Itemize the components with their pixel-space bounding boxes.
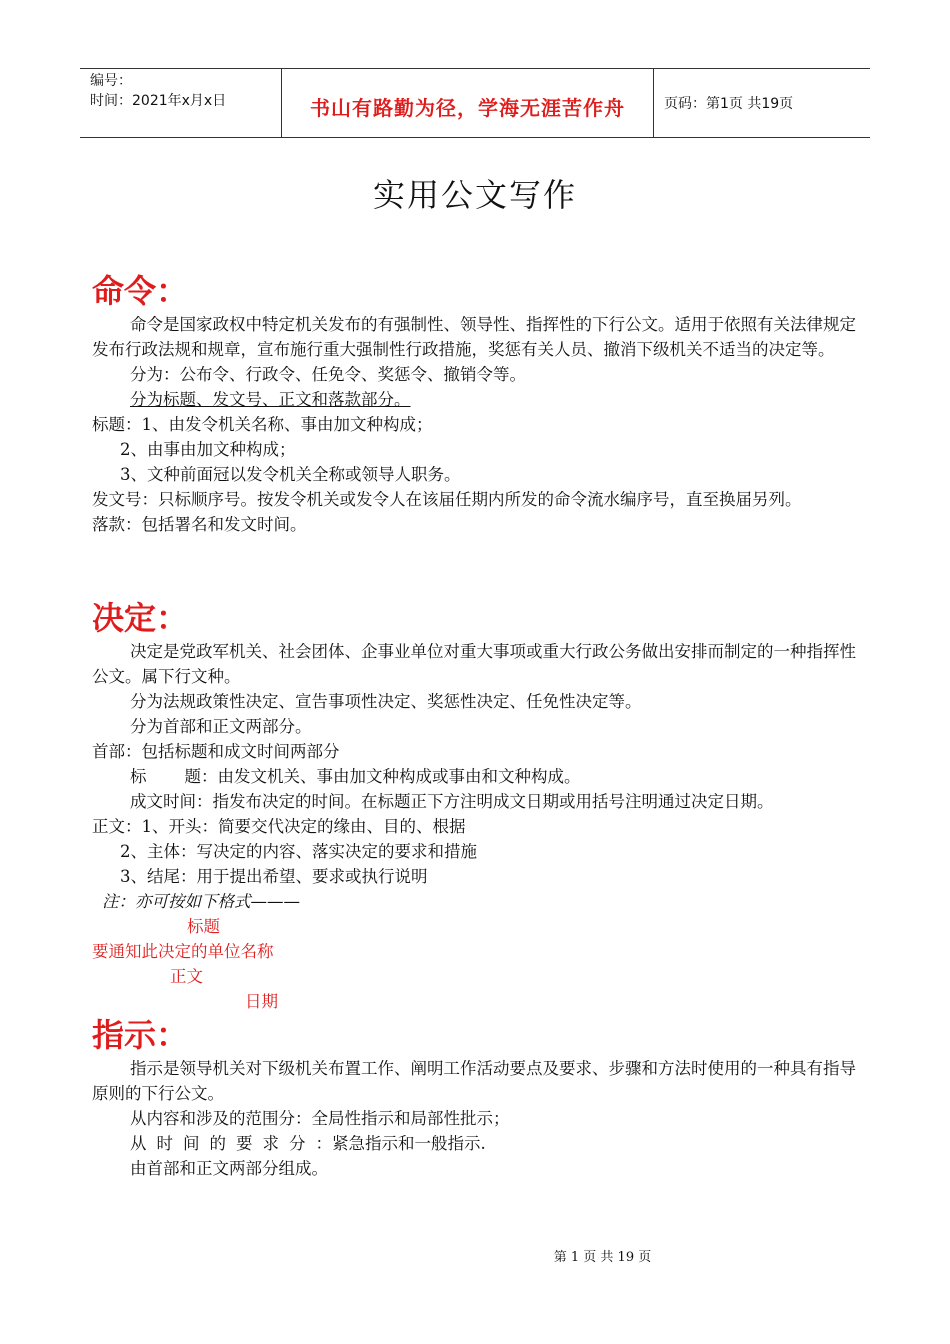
time-label: 时间：2021年x月x日 <box>90 93 227 109</box>
format-note: 注：亦可按如下格式——— <box>102 892 300 911</box>
paragraph <box>92 764 872 789</box>
paragraph: 从内容和涉及的范围分：全局性指示和局部性批示； <box>130 1109 510 1128</box>
spread-text: 从时间的要求分 <box>130 1134 316 1153</box>
label-rest: 题：由发文机关、事由加文种构成或事由和文种构成。 <box>184 767 581 786</box>
document-body <box>92 270 872 1181</box>
format-body: 正文 <box>170 967 203 986</box>
page-title: 实用公文写作 <box>372 176 577 214</box>
underlined-text: 分为标题、发文号、正文和落款部分。 <box>130 390 411 409</box>
document-header <box>80 68 870 138</box>
header-page-info: 页码：第1页 共19页 <box>664 96 794 112</box>
paragraph: 决定是党政军机关、社会团体、企事业单位对重大事项或重大行政公务做出安排而制定的一种指挥性公文。属下行文种。 <box>92 642 856 686</box>
paragraph: 标题：1、由发令机关名称、事由加文种构成； <box>92 415 433 434</box>
paragraph <box>92 387 872 412</box>
header-motto: 书山有路勤为径，学海无涯苦作舟 <box>282 69 654 137</box>
section-heading-decision: 决定： <box>92 599 189 637</box>
format-date: 日期 <box>245 992 278 1011</box>
paragraph <box>92 1131 872 1156</box>
paragraph: 分为首部和正文两部分。 <box>130 717 312 736</box>
paragraph: 分为法规政策性决定、宣告事项性决定、奖惩性决定、任免性决定等。 <box>130 692 642 711</box>
paragraph: 3、结尾：用于提出希望、要求或执行说明 <box>120 867 428 886</box>
paragraph-rest: ：紧急指示和一般指示. <box>315 1134 486 1153</box>
paragraph: 2、主体：写决定的内容、落实决定的要求和措施 <box>120 842 477 861</box>
paragraph: 成文时间：指发布决定的时间。在标题正下方注明成文日期或用括号注明通过决定日期。 <box>130 792 774 811</box>
section-heading-directive: 指示： <box>92 1016 189 1054</box>
paragraph: 落款：包括署名和发文时间。 <box>92 515 307 534</box>
paragraph: 指示是领导机关对下级机关布置工作、阐明工作活动要点及要求、步骤和方法时使用的一种具有指导原则的下行公文。 <box>92 1059 856 1103</box>
header-meta <box>80 69 282 137</box>
format-title: 标题 <box>187 917 220 936</box>
paragraph: 首部：包括标题和成文时间两部分 <box>92 742 340 761</box>
paragraph: 由首部和正文两部分组成。 <box>130 1159 328 1178</box>
format-unit: 要通知此决定的单位名称 <box>92 942 274 961</box>
paragraph: 正文：1、开头：简要交代决定的缘由、目的、根据 <box>92 817 466 836</box>
number-label: 编号： <box>90 73 132 89</box>
paragraph: 2、由事由加文种构成； <box>120 440 296 459</box>
paragraph: 3、文种前面冠以发令机关全称或领导人职务。 <box>120 465 461 484</box>
label-part: 标 <box>130 767 147 786</box>
page-footer: 第 1 页 共 19 页 <box>553 1250 652 1265</box>
paragraph: 发文号：只标顺序号。按发令机关或发令人在该届任期内所发的命令流水编序号，直至换届另列。 <box>92 490 802 509</box>
section-heading-command: 命令： <box>92 272 189 310</box>
paragraph: 命令是国家政权中特定机关发布的有强制性、领导性、指挥性的下行公文。适用于依照有关法律规定发布行政法规和规章，宣布施行重大强制性行政措施，奖惩有关人员、撤消下级机关不适当的决定等。 <box>92 315 856 359</box>
paragraph: 分为：公布令、行政令、任免令、奖惩令、撤销令等。 <box>130 365 526 384</box>
